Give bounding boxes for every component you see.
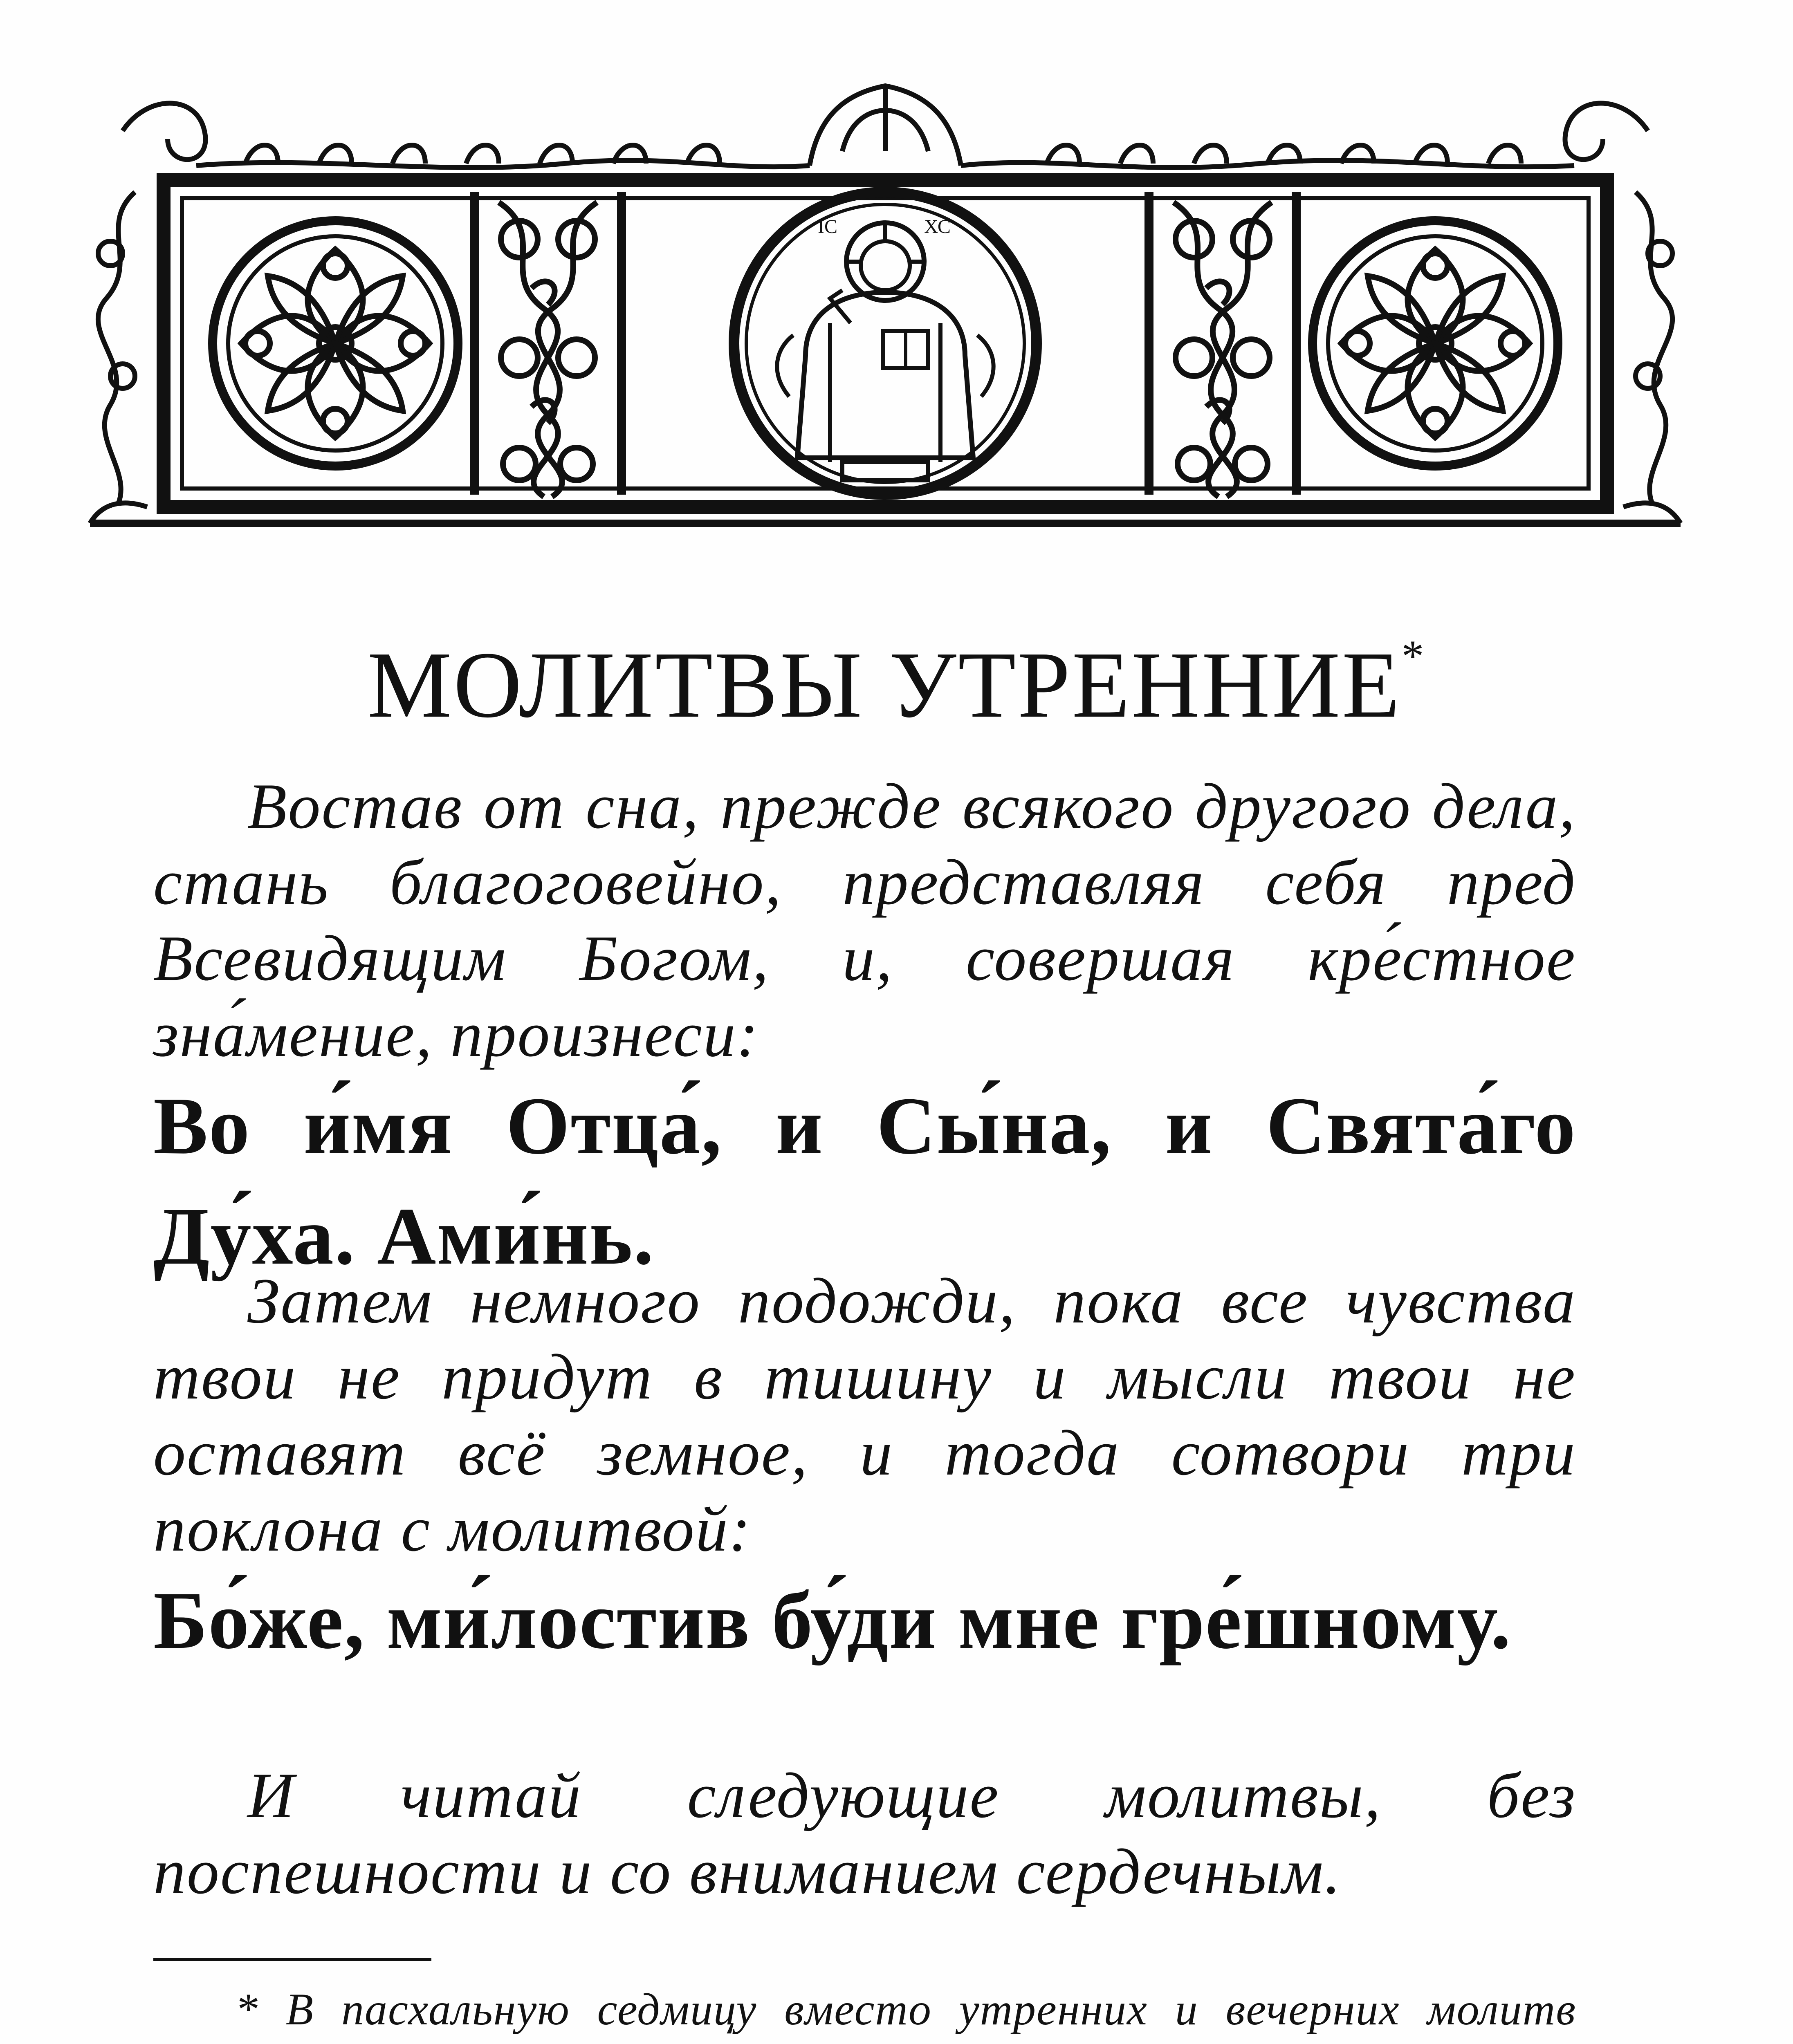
rubric-paragraph-1: Востав от сна, прежде всякого другого дела, стань благоговейно, представляя себя пред Всевидящим Богом, и, совершая кре́стное зна́мение, произнеси:: [153, 771, 1576, 1070]
footnote: * В пасхальную седмицу вместо утренних и вечерних молитв: [235, 1984, 1576, 2034]
ornamental-headpiece: [74, 69, 1697, 540]
footnote-divider: [153, 1958, 431, 1961]
ornament-graphic: [74, 69, 1697, 540]
title-text: МОЛИТВЫ УТРЕННИЕ: [367, 632, 1402, 737]
page-title: [0, 631, 1793, 737]
title-footnote-mark: *: [1401, 631, 1426, 681]
rubric-paragraph-2: Затем немного подожди, пока все чувства твои не придут в тишину и мысли твои не оставят всё земное, и тогда сотвори три поклона с молитвой:: [153, 1265, 1576, 1565]
monogram-left: ІС: [818, 216, 837, 238]
prayer-paragraph-2: Бо́же, ми́лостив бу́ди мне гре́шному.: [153, 1576, 1512, 1666]
prayer-paragraph-1: Во и́мя Отца́, и Сы́на, и Свята́го Ду́ха. Ами́нь.: [153, 1081, 1576, 1282]
rubric-paragraph-3: И читай следующие молитвы, без поспешности и со вниманием сердечным.: [153, 1760, 1576, 1907]
monogram-right: ХС: [924, 216, 951, 238]
christ-pantocrator-icon: [734, 192, 1037, 495]
top-scroll-band: [123, 86, 1648, 168]
